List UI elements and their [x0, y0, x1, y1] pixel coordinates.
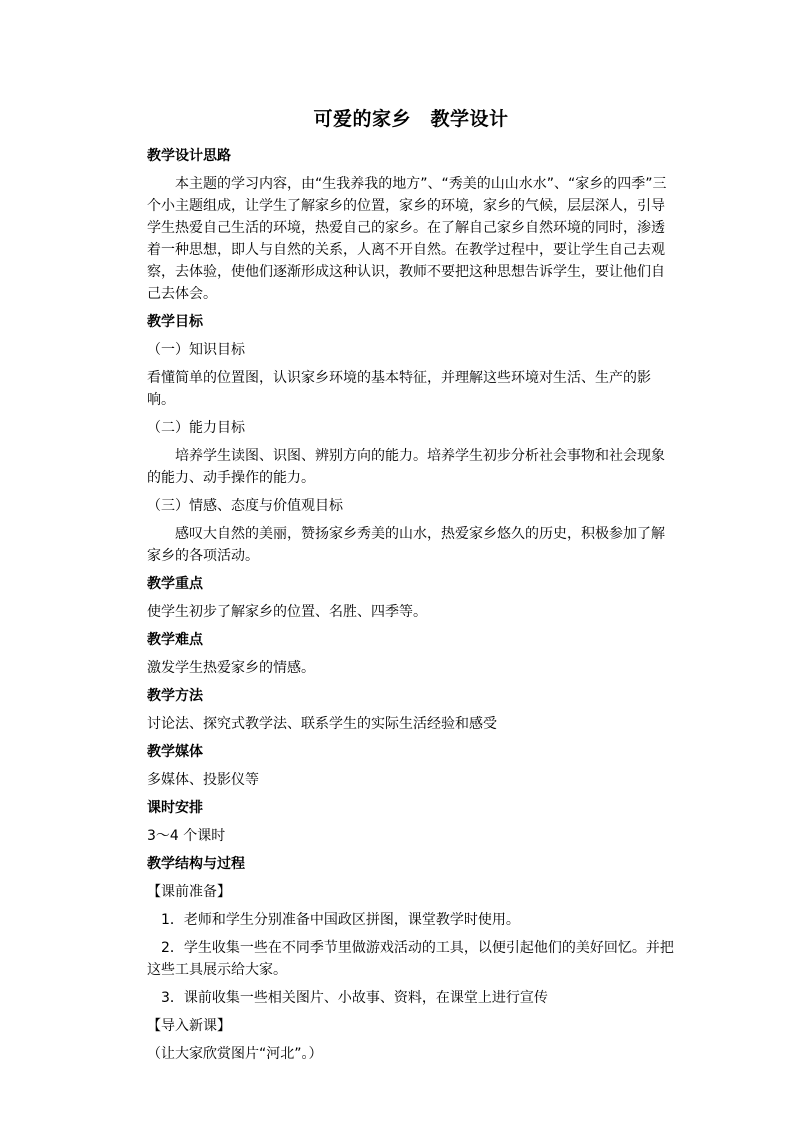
goal-knowledge-label: （一）知识目标: [147, 342, 245, 358]
prep-item-1: 1．老师和学生分别准备中国政区拼图，课堂教学时使用。: [161, 912, 520, 928]
heading-goals: 教学目标: [147, 314, 203, 330]
media-body: 多媒体、投影仪等: [147, 772, 259, 788]
key-points-body: 使学生初步了解家乡的位置、名胜、四季等。: [147, 604, 427, 620]
heading-media: 教学媒体: [147, 744, 203, 760]
intro-body: （让大家欣赏图片“河北”。）: [147, 1046, 323, 1062]
goal-ability-body: 培养学生读图、识图、辨别方向的能力。培养学生初步分析社会事物和社会现象的能力、动手操作的能力。: [147, 448, 665, 486]
goal-ability-label: （二）能力目标: [147, 420, 245, 436]
difficulties-body: 激发学生热爱家乡的情感。: [147, 660, 315, 676]
document-title: 可爱的家乡 教学设计: [313, 108, 509, 130]
goal-emotion-body: 感叹大自然的美丽，赞扬家乡秀美的山水，热爱家乡悠久的历史，积极参加了解家乡的各项活动。: [147, 526, 665, 564]
intro-label: 【导入新课】: [147, 1018, 231, 1034]
heading-design-idea: 教学设计思路: [147, 148, 231, 164]
methods-body: 讨论法、探究式教学法、联系学生的实际生活经验和感受: [147, 716, 497, 732]
heading-process: 教学结构与过程: [147, 856, 245, 872]
heading-methods: 教学方法: [147, 688, 203, 704]
goal-emotion-label: （三）情感、态度与价值观目标: [147, 498, 343, 514]
prep-item-2: 2．学生收集一些在不同季节里做游戏活动的工具，以便引起他们的美好回忆。并把这些工具展示给大家。: [147, 940, 674, 978]
design-idea-body: 本主题的学习内容，由“生我养我的地方”、“秀美的山山水水”、“家乡的四季”三个小主题组成，让学生了解家乡的位置，家乡的环境，家乡的气候，层层深人，引导学生热爱自己生活的环境，热爱自己的家乡。在了解自己家乡自然环境的同时，渗透着一种思想，即人与自然的关系，人离不开自然。在教学过程中，要让学生自己去观察，去体验，使他们逐渐形成这种认识，教师不要把这种思想告诉学生，要让他们自己去体会。: [147, 176, 667, 302]
heading-difficulties: 教学难点: [147, 632, 203, 648]
prep-item-3: 3．课前收集一些相关图片、小故事、资料，在课堂上进行宣传: [161, 990, 548, 1006]
goal-knowledge-body: 看懂简单的位置图，认识家乡环境的基本特征，并理解这些环境对生活、生产的影响。: [147, 370, 651, 408]
heading-schedule: 课时安排: [147, 800, 203, 816]
heading-key-points: 教学重点: [147, 576, 203, 592]
document-content: [147, 104, 675, 1071]
schedule-body: 3～4 个课时: [147, 828, 226, 844]
prep-label: 【课前准备】: [147, 884, 231, 900]
